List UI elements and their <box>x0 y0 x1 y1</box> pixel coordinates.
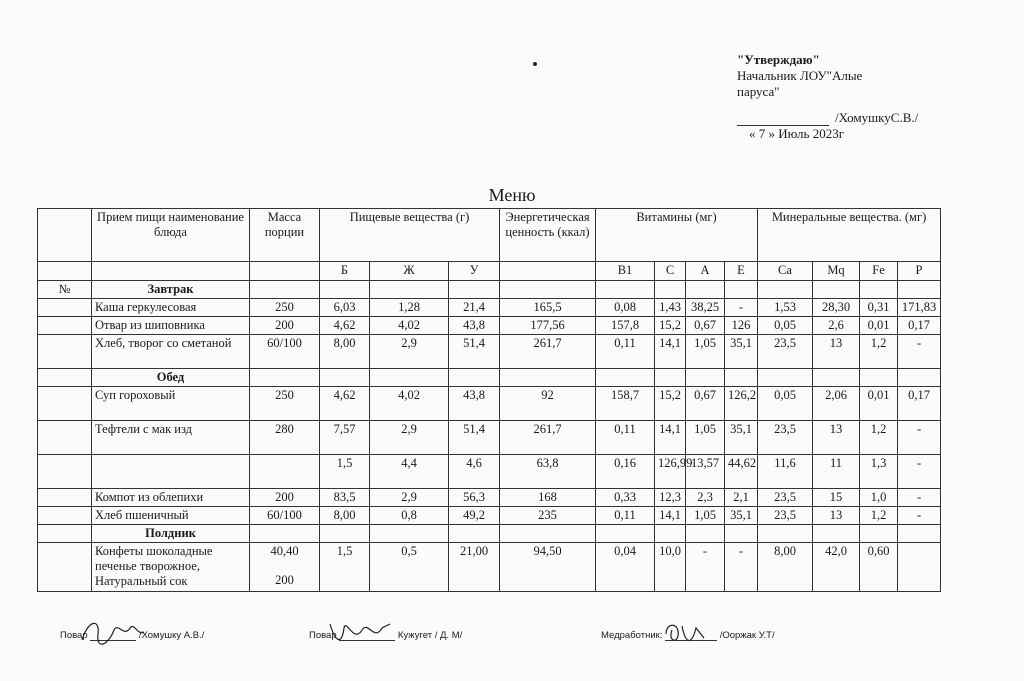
subheader-zh: Ж <box>370 262 449 281</box>
cook2-name: Кужугет / Д. М/ <box>397 630 463 641</box>
cell-zh: 4,02 <box>370 387 449 421</box>
table-row <box>38 335 941 369</box>
cell-name: Хлеб пшеничный <box>92 507 250 525</box>
cell-energy: 94,50 <box>500 543 596 592</box>
section-row-lunch <box>38 369 941 387</box>
approval-block <box>737 52 918 142</box>
cell-u: 51,4 <box>449 335 500 369</box>
cell-b: 8,00 <box>320 507 370 525</box>
cell-name: Каша геркулесовая <box>92 299 250 317</box>
cell-fe: 1,3 <box>860 455 898 489</box>
cell-e: 126,2 <box>725 387 758 421</box>
approval-heading: "Утверждаю" <box>737 52 820 67</box>
cell-c: 10,0 <box>655 543 686 592</box>
cell-fe: 1,0 <box>860 489 898 507</box>
cell-fe: 1,2 <box>860 507 898 525</box>
section-breakfast: Завтрак <box>92 281 250 299</box>
cell-mq: 2,6 <box>813 317 860 335</box>
cell-energy: 63,8 <box>500 455 596 489</box>
cell-b1: 0,16 <box>596 455 655 489</box>
cook1-name: /Хомушку А.В./ <box>138 630 205 641</box>
table-row <box>38 387 941 421</box>
page-title: Меню <box>488 185 536 205</box>
cell-b1: 158,7 <box>596 387 655 421</box>
cell-fe: 0,01 <box>860 387 898 421</box>
table-row <box>38 543 941 592</box>
cook2-label: Повар <box>309 630 337 641</box>
cell-energy: 261,7 <box>500 335 596 369</box>
subheader-c: C <box>655 262 686 281</box>
cell-b: 4,62 <box>320 317 370 335</box>
cell-ca: 11,6 <box>758 455 813 489</box>
cell-ca: 23,5 <box>758 335 813 369</box>
cell-mq: 13 <box>813 421 860 455</box>
cell-c: 14,1 <box>655 507 686 525</box>
cell-b1: 0,33 <box>596 489 655 507</box>
header-number: № <box>38 281 92 299</box>
cell-p: - <box>898 455 941 489</box>
table-row <box>38 489 941 507</box>
mass-value: 40,40 <box>270 544 299 558</box>
cell-zh: 4,02 <box>370 317 449 335</box>
cell-u: 21,4 <box>449 299 500 317</box>
cell-p: - <box>898 507 941 525</box>
approval-position-2: паруса" <box>737 84 780 99</box>
cell-mass: 60/100 <box>250 507 320 525</box>
cell-ca: 8,00 <box>758 543 813 592</box>
header-row <box>38 209 941 262</box>
table-row <box>38 507 941 525</box>
header-meal: Прием пищи наименование блюда <box>92 209 250 262</box>
cell-mq: 13 <box>813 335 860 369</box>
cell-mq: 2,06 <box>813 387 860 421</box>
cell-mass: 200 <box>250 489 320 507</box>
cell-ca: 23,5 <box>758 507 813 525</box>
cell-zh: 1,28 <box>370 299 449 317</box>
cell-zh: 0,8 <box>370 507 449 525</box>
cell-e: 35,1 <box>725 507 758 525</box>
cell-fe: 0,31 <box>860 299 898 317</box>
cell-energy: 177,56 <box>500 317 596 335</box>
subheader-row <box>38 262 941 281</box>
cell-b: 7,57 <box>320 421 370 455</box>
cell-e: 44,62 <box>725 455 758 489</box>
subheader-a: A <box>686 262 725 281</box>
approval-position: Начальник ЛОУ"Алые <box>737 68 863 83</box>
cell-zh: 2,9 <box>370 489 449 507</box>
cell-p: - <box>898 335 941 369</box>
cell-e: 35,1 <box>725 335 758 369</box>
cell-u: 4,6 <box>449 455 500 489</box>
cell-b: 1,5 <box>320 455 370 489</box>
subheader-p: P <box>898 262 941 281</box>
cell-c: 1,43 <box>655 299 686 317</box>
cell-mq: 15 <box>813 489 860 507</box>
cell-b: 1,5 <box>320 543 370 592</box>
header-vitamins: Витамины (мг) <box>596 209 758 262</box>
cell-c: 12,3 <box>655 489 686 507</box>
cell-p: 171,83 <box>898 299 941 317</box>
table-row <box>38 299 941 317</box>
cell-zh: 4,4 <box>370 455 449 489</box>
section-row-snack <box>38 525 941 543</box>
cell-ca: 0,05 <box>758 387 813 421</box>
table-row <box>38 317 941 335</box>
cell-name: Суп гороховый <box>92 387 250 421</box>
cell-b1: 0,11 <box>596 335 655 369</box>
medic-name: /Ооржак У.Т/ <box>719 630 775 641</box>
cell-b: 6,03 <box>320 299 370 317</box>
cell-fe: 1,2 <box>860 421 898 455</box>
cell-zh: 0,5 <box>370 543 449 592</box>
subheader-e: E <box>725 262 758 281</box>
cell-energy: 168 <box>500 489 596 507</box>
mass-value-2: 200 <box>275 573 294 587</box>
cell-a: 2,3 <box>686 489 725 507</box>
menu-table <box>37 208 941 592</box>
approval-signature-line <box>737 113 829 126</box>
cell-e: 35,1 <box>725 421 758 455</box>
cell-a: 0,67 <box>686 387 725 421</box>
cell-c: 126,99 <box>655 455 686 489</box>
cook2-signature <box>324 614 394 652</box>
header-nutrients: Пищевые вещества (г) <box>320 209 500 262</box>
cell-u: 49,2 <box>449 507 500 525</box>
cell-c: 15,2 <box>655 317 686 335</box>
header-mass: Масса порции <box>250 209 320 262</box>
cell-p: 0,17 <box>898 317 941 335</box>
cell-u: 21,00 <box>449 543 500 592</box>
cell-zh: 2,9 <box>370 421 449 455</box>
subheader-mq: Mq <box>813 262 860 281</box>
cell-fe: 0,60 <box>860 543 898 592</box>
cell-b1: 0,08 <box>596 299 655 317</box>
approval-date: « 7 » Июль 2023г <box>749 126 845 141</box>
cell-name: Тефтели с мак изд <box>92 421 250 455</box>
cell-ca: 23,5 <box>758 421 813 455</box>
section-snack: Полдник <box>92 525 250 543</box>
cook1-label: Повар <box>60 630 88 641</box>
cell-mq: 11 <box>813 455 860 489</box>
header-empty <box>38 209 92 262</box>
cell-a: 38,25 <box>686 299 725 317</box>
cell-mass <box>250 543 320 592</box>
cell-mass: 60/100 <box>250 335 320 369</box>
cell-mass <box>250 455 320 489</box>
cell-b1: 0,04 <box>596 543 655 592</box>
section-lunch: Обед <box>92 369 250 387</box>
cell-mass: 280 <box>250 421 320 455</box>
cell-e: 126 <box>725 317 758 335</box>
cell-c: 14,1 <box>655 335 686 369</box>
cell-name <box>92 543 250 592</box>
medic-label: Медработник: <box>601 630 663 641</box>
cell-b1: 157,8 <box>596 317 655 335</box>
cook1-signature <box>78 612 148 652</box>
cell-u: 43,8 <box>449 387 500 421</box>
cell-name: Компот из облепихи <box>92 489 250 507</box>
cell-name: Отвар из шиповника <box>92 317 250 335</box>
cell-ca: 23,5 <box>758 489 813 507</box>
cell-u: 56,3 <box>449 489 500 507</box>
cell-name <box>92 455 250 489</box>
approval-signature-name: /ХомушкуС.В./ <box>835 110 919 125</box>
subheader-b1: B1 <box>596 262 655 281</box>
subheader-b: Б <box>320 262 370 281</box>
cell-b: 8,00 <box>320 335 370 369</box>
cell-u: 51,4 <box>449 421 500 455</box>
subheader-ca: Ca <box>758 262 813 281</box>
cell-p <box>898 543 941 592</box>
cell-c: 14,1 <box>655 421 686 455</box>
header-energy: Энергетическая ценность (ккал) <box>500 209 596 262</box>
cell-a: 0,67 <box>686 317 725 335</box>
header-minerals: Минеральные вещества. (мг) <box>758 209 941 262</box>
cell-u: 43,8 <box>449 317 500 335</box>
cell-e: 2,1 <box>725 489 758 507</box>
cell-mq: 28,30 <box>813 299 860 317</box>
cell-energy: 261,7 <box>500 421 596 455</box>
cell-a: - <box>686 543 725 592</box>
cell-e: - <box>725 543 758 592</box>
medic-signature <box>660 616 710 648</box>
cell-a: 1,05 <box>686 507 725 525</box>
dish-name-2: Натуральный сок <box>95 574 188 588</box>
cell-mass: 200 <box>250 317 320 335</box>
cell-mass: 250 <box>250 387 320 421</box>
cell-p: 0,17 <box>898 387 941 421</box>
ink-dot <box>533 62 537 66</box>
cell-b1: 0,11 <box>596 421 655 455</box>
cell-fe: 1,2 <box>860 335 898 369</box>
cell-fe: 0,01 <box>860 317 898 335</box>
cell-a: 1,05 <box>686 421 725 455</box>
cell-mq: 13 <box>813 507 860 525</box>
cell-energy: 235 <box>500 507 596 525</box>
cell-ca: 1,53 <box>758 299 813 317</box>
cell-mass: 250 <box>250 299 320 317</box>
cell-b: 4,62 <box>320 387 370 421</box>
subheader-fe: Fe <box>860 262 898 281</box>
cell-p: - <box>898 421 941 455</box>
cell-name: Хлеб, творог со сметаной <box>92 335 250 369</box>
table-row <box>38 421 941 455</box>
table-row <box>38 455 941 489</box>
subheader-u: У <box>449 262 500 281</box>
cell-c: 15,2 <box>655 387 686 421</box>
dish-name: Конфеты шоколадные печенье творожное, <box>95 544 213 573</box>
cell-b: 83,5 <box>320 489 370 507</box>
cell-a: 1,05 <box>686 335 725 369</box>
cell-p: - <box>898 489 941 507</box>
cell-energy: 165,5 <box>500 299 596 317</box>
cell-b1: 0,11 <box>596 507 655 525</box>
cell-e: - <box>725 299 758 317</box>
cell-zh: 2,9 <box>370 335 449 369</box>
cell-energy: 92 <box>500 387 596 421</box>
cell-a: 13,57 <box>686 455 725 489</box>
section-row-breakfast <box>38 281 941 299</box>
cell-mq: 42,0 <box>813 543 860 592</box>
cell-ca: 0,05 <box>758 317 813 335</box>
